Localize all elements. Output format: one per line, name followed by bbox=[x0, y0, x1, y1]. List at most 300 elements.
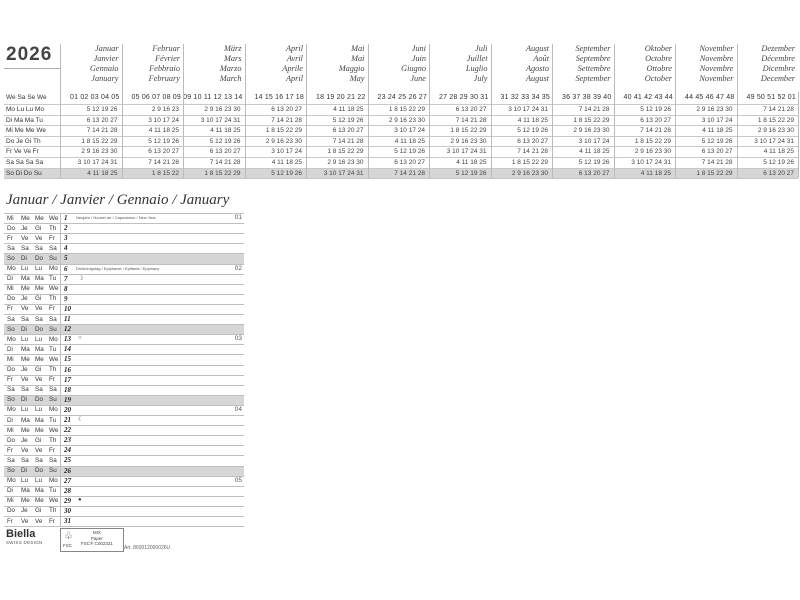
weekday-label: Fr Ve Ve Fr bbox=[6, 148, 39, 156]
month-header bbox=[183, 44, 246, 101]
year-label: 2026 bbox=[6, 44, 53, 65]
month-cell: 1 8 15 22 bbox=[151, 169, 179, 177]
month-cell: 5 12 19 26 bbox=[271, 169, 302, 177]
month-cell: 6 13 20 27 bbox=[455, 106, 487, 113]
month-cell: 7 14 21 28 bbox=[763, 106, 794, 113]
day-number: 24 bbox=[64, 446, 71, 455]
day-weekday: Lu bbox=[21, 406, 29, 414]
day-weekday: Me bbox=[35, 497, 44, 505]
day-weekday: Ve bbox=[35, 234, 43, 242]
month-name: Mai bbox=[351, 44, 365, 53]
month-cell: 2 9 16 23 30 bbox=[573, 127, 610, 135]
month-header bbox=[429, 44, 492, 101]
month-cell: 1 8 15 22 29 bbox=[327, 148, 364, 156]
day-weekday: Lu bbox=[35, 406, 43, 414]
day-weekday: Mi bbox=[7, 285, 14, 293]
day-number: 12 bbox=[64, 325, 71, 334]
day-number: 25 bbox=[64, 456, 71, 465]
fsc-mix: MIX bbox=[92, 530, 101, 535]
weekday-label: Sa Sa Sa Sa bbox=[6, 159, 44, 166]
month-cell: 1 8 15 22 29 bbox=[634, 137, 671, 145]
week-number: 05 bbox=[234, 476, 242, 484]
day-weekday: Gi bbox=[35, 295, 42, 303]
month-cell: 3 10 17 24 31 bbox=[446, 148, 487, 156]
month-cell: 6 13 20 27 bbox=[640, 116, 671, 124]
day-weekday: Sa bbox=[35, 315, 43, 323]
month-cell: 2 9 16 23 30 bbox=[81, 148, 118, 156]
month-cell: 4 11 18 25 bbox=[271, 159, 302, 166]
month-name: Juin bbox=[411, 54, 426, 63]
month-names bbox=[220, 44, 242, 84]
day-weekday: Sa bbox=[35, 456, 43, 464]
day-number: 31 bbox=[64, 517, 71, 525]
month-cell: 3 10 17 24 31 bbox=[508, 106, 548, 113]
month-name: April bbox=[285, 44, 303, 53]
day-number: 6 bbox=[64, 264, 68, 273]
weekday-header: We Sa Se We bbox=[6, 94, 47, 101]
day-weekday: Fr bbox=[49, 305, 55, 313]
month-cell: 6 13 20 27 bbox=[394, 159, 425, 166]
day-weekday: Sa bbox=[49, 386, 57, 394]
month-cell: 7 14 21 28 bbox=[394, 169, 425, 177]
day-weekday: Ve bbox=[35, 305, 43, 313]
week-numbers: 40 41 42 43 44 bbox=[623, 94, 673, 101]
month-divider bbox=[245, 92, 246, 178]
day-weekday: Gi bbox=[35, 507, 42, 515]
month-divider bbox=[60, 92, 61, 178]
month-cell: 1 8 15 22 29 bbox=[81, 137, 118, 145]
month-cell: 7 14 21 28 bbox=[640, 127, 671, 135]
day-weekday: Fr bbox=[49, 517, 55, 525]
day-weekday: So bbox=[7, 396, 15, 404]
day-number: 10 bbox=[64, 304, 71, 313]
day-weekday: Je bbox=[21, 507, 28, 515]
brand-logo bbox=[6, 528, 43, 545]
brand-name: Biella bbox=[6, 528, 36, 540]
day-number: 30 bbox=[64, 506, 71, 515]
brand-sub: SWISS DESIGN bbox=[6, 540, 43, 545]
day-weekday: We bbox=[49, 285, 59, 293]
month-name: Novembre bbox=[699, 54, 734, 63]
month-cell: 1 8 15 22 29 bbox=[450, 127, 487, 135]
day-weekday: Ma bbox=[21, 416, 30, 424]
day-number: 1 bbox=[64, 214, 68, 222]
week-number: 01 bbox=[234, 214, 242, 221]
month-names bbox=[466, 44, 488, 84]
month-cell: 6 13 20 27 bbox=[209, 148, 241, 156]
month-cell: 1 8 15 22 29 bbox=[573, 116, 610, 124]
day-weekday: Ma bbox=[35, 487, 44, 495]
day-number: 8 bbox=[64, 284, 68, 293]
month-name: Avril bbox=[286, 54, 303, 63]
month-header bbox=[675, 44, 738, 101]
day-weekday: Ma bbox=[35, 416, 44, 424]
day-number: 27 bbox=[64, 476, 71, 485]
month-divider bbox=[614, 92, 615, 178]
day-weekday: Sa bbox=[7, 315, 15, 323]
day-weekday: Sa bbox=[21, 386, 29, 394]
day-weekday: Me bbox=[35, 355, 44, 363]
day-weekday: Tu bbox=[49, 416, 57, 424]
day-weekday: Ve bbox=[21, 234, 29, 242]
day-weekday: Mi bbox=[7, 426, 14, 434]
month-name: Août bbox=[533, 54, 549, 63]
month-cell: 1 8 15 22 29 bbox=[757, 116, 794, 124]
month-cell: 3 10 17 24 31 bbox=[631, 159, 671, 166]
week-numbers: 36 37 38 39 40 bbox=[561, 94, 612, 101]
month-name: Mars bbox=[223, 54, 242, 63]
month-name: Juillet bbox=[466, 54, 488, 63]
month-divider bbox=[368, 92, 369, 178]
month-names bbox=[90, 44, 119, 84]
month-divider bbox=[798, 92, 799, 178]
day-weekday: Je bbox=[21, 436, 28, 444]
month-cell: 3 10 17 24 31 bbox=[754, 137, 794, 145]
month-cell: 5 12 19 26 bbox=[640, 106, 671, 113]
month-name: Juni bbox=[411, 44, 426, 53]
month-cell: 5 12 19 26 bbox=[209, 137, 241, 145]
day-weekday: Ve bbox=[21, 305, 29, 313]
day-weekday: Di bbox=[7, 275, 13, 283]
month-name: April bbox=[285, 74, 303, 83]
day-weekday: Ve bbox=[35, 446, 43, 454]
day-weekday: Me bbox=[21, 214, 30, 222]
month-cell: 5 12 19 26 bbox=[517, 127, 548, 135]
month-cell: 7 14 21 28 bbox=[517, 148, 548, 156]
day-weekday: Tu bbox=[49, 487, 57, 495]
week-numbers: 49 50 51 52 01 bbox=[746, 94, 796, 101]
fsc-label bbox=[60, 528, 124, 552]
day-number: 29 bbox=[64, 496, 71, 505]
day-weekday: Mo bbox=[7, 406, 16, 414]
month-names bbox=[761, 44, 795, 84]
month-name: December bbox=[760, 74, 795, 83]
month-name: September bbox=[575, 44, 611, 53]
month-name: October bbox=[644, 74, 672, 83]
month-divider bbox=[429, 92, 430, 178]
day-weekday: Sa bbox=[21, 244, 29, 252]
day-weekday: Su bbox=[49, 254, 57, 262]
fsc-paper: Paper bbox=[90, 535, 103, 541]
month-divider bbox=[552, 92, 553, 178]
day-weekday: Fr bbox=[7, 517, 13, 525]
day-number: 3 bbox=[64, 234, 68, 243]
month-name: Novembre bbox=[699, 64, 734, 73]
day-weekday: Ve bbox=[21, 376, 29, 384]
day-number: 22 bbox=[64, 426, 71, 435]
month-cell: 4 11 18 25 bbox=[702, 127, 733, 135]
month-cell: 2 9 16 23 30 bbox=[388, 116, 425, 124]
day-weekday: Ma bbox=[21, 345, 30, 353]
day-number: 20 bbox=[64, 405, 71, 414]
month-cell: 6 13 20 27 bbox=[701, 148, 733, 156]
year-underline bbox=[4, 68, 60, 69]
day-weekday: Sa bbox=[35, 386, 43, 394]
day-weekday: Mo bbox=[49, 335, 58, 343]
month-names bbox=[401, 44, 426, 84]
month-cell: 3 10 17 24 bbox=[271, 148, 302, 156]
day-weekday: Gi bbox=[35, 224, 42, 232]
day-weekday: Mo bbox=[49, 406, 58, 414]
month-divider bbox=[183, 92, 184, 178]
day-number: 9 bbox=[64, 294, 68, 303]
month-header bbox=[491, 44, 554, 101]
day-weekday: Ve bbox=[21, 517, 29, 525]
month-divider bbox=[122, 92, 123, 178]
day-weekday: Do bbox=[35, 325, 44, 333]
month-name: Février bbox=[155, 54, 180, 63]
day-weekday: Me bbox=[21, 355, 30, 363]
day-weekday: Sa bbox=[7, 456, 15, 464]
month-cell: 4 11 18 25 bbox=[394, 137, 425, 145]
month-name: Marzo bbox=[219, 64, 242, 73]
day-number: 26 bbox=[64, 466, 71, 475]
day-weekday: Su bbox=[49, 325, 57, 333]
month-name: Febbraio bbox=[149, 64, 180, 73]
day-number: 19 bbox=[64, 395, 71, 404]
month-name: Giugno bbox=[401, 64, 426, 73]
day-weekday: Me bbox=[21, 285, 30, 293]
day-weekday: Mo bbox=[49, 477, 58, 485]
day-weekday: Di bbox=[7, 416, 13, 424]
month-name: Maggio bbox=[338, 64, 365, 73]
month-name: Dezember bbox=[761, 44, 795, 53]
day-weekday: Lu bbox=[21, 477, 29, 485]
month-cell: 5 12 19 26 bbox=[394, 148, 425, 156]
day-weekday: Ve bbox=[35, 517, 43, 525]
month-header bbox=[368, 44, 431, 101]
day-weekday: Lu bbox=[35, 335, 43, 343]
month-name: May bbox=[349, 74, 365, 83]
month-cell: 6 13 20 27 bbox=[578, 169, 610, 177]
month-cell: 5 12 19 26 bbox=[148, 137, 179, 145]
day-weekday: Su bbox=[49, 396, 57, 404]
month-cell: 4 11 18 25 bbox=[210, 127, 241, 135]
day-weekday: Me bbox=[35, 285, 44, 293]
month-cell: 7 14 21 28 bbox=[578, 106, 610, 113]
month-name: Mai bbox=[351, 54, 365, 63]
month-name: Juli bbox=[475, 44, 488, 53]
moon-phase-icon: ○ bbox=[78, 335, 82, 342]
month-names bbox=[575, 44, 610, 84]
month-cell: 3 10 17 24 bbox=[578, 137, 610, 145]
month-name: November bbox=[699, 74, 734, 83]
day-number: 16 bbox=[64, 365, 71, 374]
day-weekday: So bbox=[7, 254, 15, 262]
month-cell: 4 11 18 25 bbox=[579, 148, 610, 156]
month-name: February bbox=[148, 74, 180, 83]
day-weekday: Fr bbox=[7, 376, 13, 384]
day-weekday: Mo bbox=[7, 477, 16, 485]
month-divider bbox=[737, 92, 738, 178]
day-weekday: Sa bbox=[21, 315, 29, 323]
day-weekday: Mo bbox=[7, 265, 16, 272]
month-name: Luglio bbox=[465, 64, 488, 73]
day-number: 4 bbox=[64, 244, 68, 253]
month-divider bbox=[675, 92, 676, 178]
day-weekday: Sa bbox=[21, 456, 29, 464]
january-title: Januar / Janvier / Gennaio / January bbox=[6, 192, 230, 208]
day-weekday: Th bbox=[49, 507, 57, 515]
month-cell: 6 13 20 27 bbox=[148, 148, 179, 156]
day-weekday: Ma bbox=[21, 275, 30, 283]
month-name: Septembre bbox=[575, 54, 611, 63]
day-weekday: Lu bbox=[21, 335, 29, 343]
month-names bbox=[645, 44, 672, 84]
day-weekday: Sa bbox=[49, 315, 57, 323]
month-divider bbox=[491, 92, 492, 178]
day-number: 13 bbox=[64, 335, 71, 344]
month-cell: 5 12 19 26 bbox=[86, 106, 118, 113]
month-name: Agosto bbox=[525, 64, 549, 73]
month-cell: 3 10 17 24 bbox=[701, 116, 733, 124]
month-cell: 2 9 16 23 30 bbox=[696, 106, 733, 113]
day-weekday: Ve bbox=[35, 376, 43, 384]
month-names bbox=[282, 44, 303, 84]
month-name: Octobre bbox=[645, 54, 672, 63]
month-cell: 5 12 19 26 bbox=[578, 159, 610, 166]
month-name: Décembre bbox=[761, 54, 795, 63]
month-cell: 3 10 17 24 31 bbox=[200, 116, 241, 124]
month-cell: 4 11 18 25 bbox=[333, 106, 364, 113]
day-weekday: Ma bbox=[21, 487, 30, 495]
month-cell: 7 14 21 28 bbox=[209, 159, 241, 166]
weekday-label: Do Je Gi Th bbox=[6, 137, 41, 145]
article-number: Art. 860012000026U bbox=[124, 545, 171, 551]
month-cell: 2 9 16 23 30 bbox=[634, 148, 671, 156]
month-name: Settembre bbox=[577, 64, 611, 73]
day-weekday: Mi bbox=[7, 214, 14, 222]
month-cell: 7 14 21 28 bbox=[455, 116, 487, 124]
day-weekday: Di bbox=[21, 396, 27, 404]
month-cell: 6 13 20 27 bbox=[517, 137, 548, 145]
month-cell: 2 9 16 23 30 bbox=[511, 169, 548, 177]
day-weekday: So bbox=[7, 467, 15, 474]
month-name: August bbox=[525, 74, 549, 83]
day-weekday: We bbox=[49, 355, 59, 363]
day-weekday: Sa bbox=[7, 386, 15, 394]
day-weekday: We bbox=[49, 214, 59, 222]
month-cell: 4 11 18 25 bbox=[87, 169, 118, 177]
day-weekday: Do bbox=[7, 436, 16, 444]
week-number: 04 bbox=[234, 405, 242, 413]
week-numbers: 44 45 46 47 48 bbox=[684, 94, 735, 101]
day-weekday: Me bbox=[21, 426, 30, 434]
month-cell: 1 8 15 22 29 bbox=[511, 159, 548, 166]
day-weekday: Lu bbox=[35, 265, 43, 272]
day-weekday: Mo bbox=[49, 265, 58, 272]
month-cell: 6 13 20 27 bbox=[86, 116, 118, 124]
month-cell: 2 9 16 23 30 bbox=[265, 137, 302, 145]
month-header bbox=[552, 44, 615, 101]
moon-phase-icon: ● bbox=[78, 496, 82, 503]
day-weekday: Me bbox=[35, 214, 44, 222]
day-weekday: Do bbox=[7, 366, 16, 373]
month-cell: 6 13 20 27 bbox=[763, 169, 794, 177]
month-cell: 6 13 20 27 bbox=[332, 127, 364, 135]
month-header bbox=[245, 44, 308, 101]
fsc-tree-icon: ♧ bbox=[64, 531, 73, 542]
day-weekday: Gi bbox=[35, 366, 42, 373]
month-cell: 1 8 15 22 29 bbox=[265, 127, 302, 135]
month-cell: 4 11 18 25 bbox=[148, 127, 179, 135]
day-weekday: Me bbox=[21, 497, 30, 505]
month-names bbox=[526, 44, 549, 84]
day-weekday: Mo bbox=[7, 335, 16, 343]
moon-phase-icon: ☽ bbox=[78, 275, 84, 282]
month-cell: 2 9 16 23 30 bbox=[450, 137, 487, 145]
month-cell: 3 10 17 24 31 bbox=[323, 169, 364, 177]
week-numbers: 14 15 16 17 18 bbox=[254, 94, 304, 101]
month-cell: 3 10 17 24 bbox=[148, 116, 179, 124]
month-cell: 5 12 19 26 bbox=[332, 116, 364, 124]
day-weekday: Je bbox=[21, 295, 28, 303]
month-cell: 7 14 21 28 bbox=[148, 159, 179, 166]
week-numbers: 27 28 29 30 31 bbox=[438, 94, 489, 101]
day-weekday: Do bbox=[35, 467, 44, 474]
day-weekday: Di bbox=[21, 254, 27, 262]
day-weekday: Di bbox=[21, 467, 27, 474]
day-weekday: Fr bbox=[7, 305, 13, 313]
day-weekday: Ve bbox=[21, 446, 29, 454]
month-name: Aprile bbox=[282, 64, 303, 73]
day-number: 11 bbox=[64, 315, 71, 323]
week-numbers: 18 19 20 21 22 bbox=[315, 94, 366, 101]
month-name: March bbox=[219, 74, 242, 83]
fsc-code: FSC® C002321 bbox=[81, 541, 113, 546]
day-weekday: Tu bbox=[49, 275, 57, 283]
month-names bbox=[699, 44, 733, 84]
month-cell: 2 9 16 23 bbox=[151, 106, 179, 113]
day-weekday: Sa bbox=[35, 244, 43, 252]
day-weekday: Mi bbox=[7, 497, 14, 505]
month-name: Februar bbox=[152, 44, 180, 53]
day-weekday: Gi bbox=[35, 436, 42, 444]
day-weekday: Do bbox=[7, 295, 16, 303]
day-weekday: Ma bbox=[35, 345, 44, 353]
month-name: June bbox=[410, 74, 426, 83]
month-name: Ottobre bbox=[646, 64, 672, 73]
day-weekday: Do bbox=[7, 507, 16, 515]
month-cell: 2 9 16 23 30 bbox=[204, 106, 241, 113]
day-list-end bbox=[4, 526, 244, 527]
holiday-note: Dreikönigstag / Epiphanie / Epifania / Epiphany bbox=[76, 265, 160, 271]
day-number: 5 bbox=[64, 254, 68, 263]
week-number: 02 bbox=[234, 264, 242, 272]
day-weekday: Fr bbox=[49, 234, 55, 242]
month-name: Janvier bbox=[93, 54, 119, 63]
month-names bbox=[149, 44, 180, 84]
month-cell: 3 10 17 24 31 bbox=[77, 159, 118, 166]
month-header bbox=[614, 44, 677, 101]
day-weekday: Di bbox=[7, 487, 13, 495]
month-cell: 1 8 15 22 29 bbox=[204, 169, 241, 177]
month-name: Dicembre bbox=[762, 64, 795, 73]
day-number: 14 bbox=[64, 345, 71, 354]
month-names bbox=[339, 44, 365, 84]
week-numbers: 23 24 25 26 27 bbox=[377, 94, 427, 101]
day-weekday: Th bbox=[49, 366, 57, 373]
day-weekday: Sa bbox=[49, 456, 57, 464]
day-weekday: Me bbox=[35, 426, 44, 434]
month-cell: 4 11 18 25 bbox=[517, 116, 548, 124]
month-cell: 3 10 17 24 bbox=[394, 127, 425, 135]
day-weekday: We bbox=[49, 497, 59, 505]
day-column-divider bbox=[60, 213, 61, 526]
day-number: 17 bbox=[64, 375, 71, 384]
day-weekday: Fr bbox=[49, 376, 55, 384]
month-cell: 7 14 21 28 bbox=[332, 137, 364, 145]
